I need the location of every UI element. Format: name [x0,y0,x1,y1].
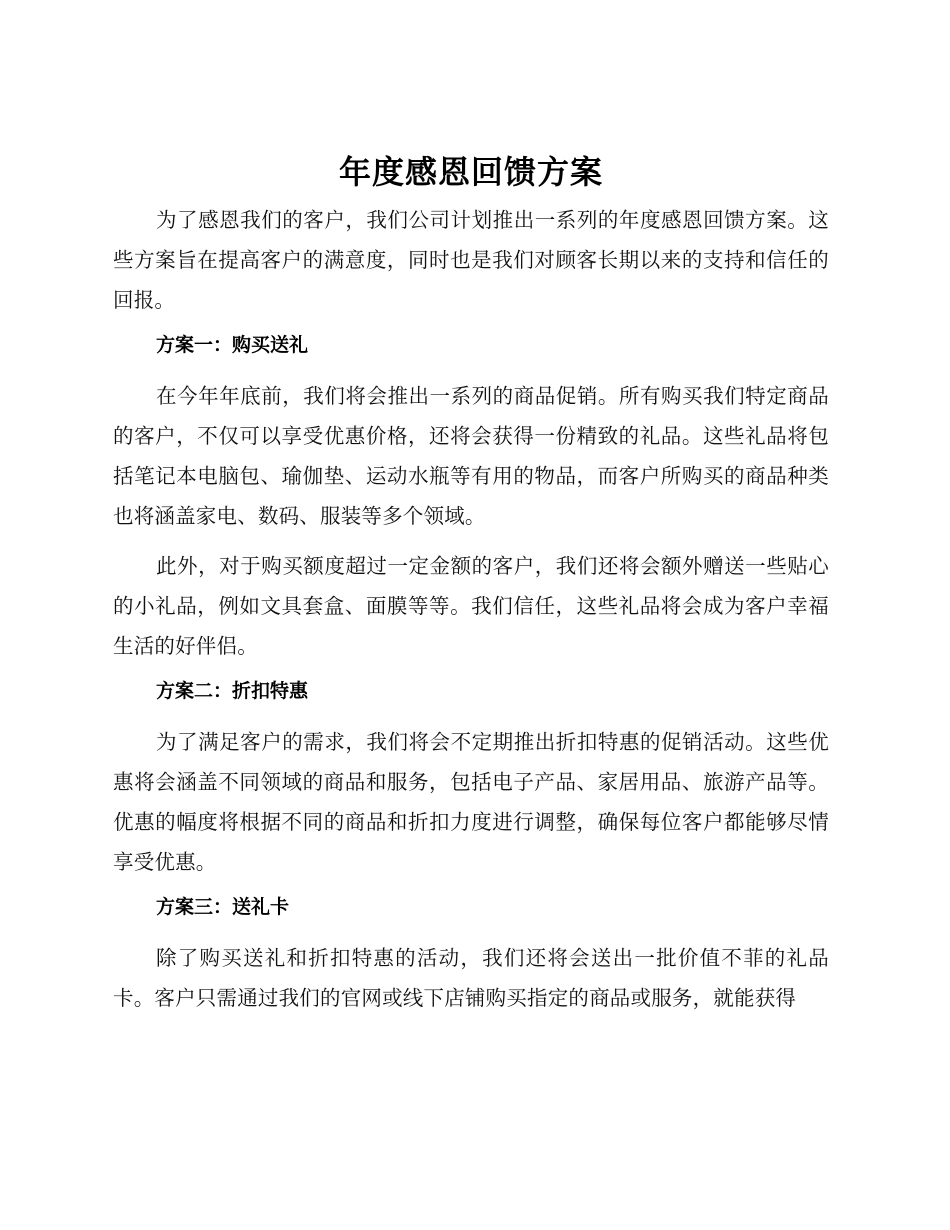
intro-paragraph: 为了感恩我们的客户，我们公司计划推出一系列的年度感恩回馈方案。这些方案旨在提高客户的满意度，同时也是我们对顾客长期以来的支持和信任的回报。 [113,208,829,312]
section-2-paragraph-1: 为了满足客户的需求，我们将会不定期推出折扣特惠的促销活动。这些优惠将会涵盖不同领域的商品和服务，包括电子产品、家居用品、旅游产品等。优惠的幅度将根据不同的商品和折扣力度进行调整，确保每位客户都能够尽情享受优惠。 [113,730,829,874]
section-3-paragraph-1: 除了购买送礼和折扣特惠的活动，我们还将会送出一批价值不菲的礼品卡。客户只需通过我们的官网或线下店铺购买指定的商品或服务，就能获得 [113,946,829,1010]
document-body [113,150,829,1028]
section-1-paragraph-1: 在今年年底前，我们将会推出一系列的商品促销。所有购买我们特定商品的客户，不仅可以享受优惠价格，还将会获得一份精致的礼品。这些礼品将包括笔记本电脑包、瑜伽垫、运动水瓶等有用的物品，而客户所购买的商品种类也将涵盖家电、数码、服装等多个领域。 [113,384,829,528]
section-3-heading: 方案三：送礼卡 [156,896,290,918]
section-2-heading: 方案二：折扣特惠 [156,680,309,702]
section-1-heading: 方案一：购买送礼 [156,334,309,356]
document-title: 年度感恩回馈方案 [338,153,603,191]
section-1-paragraph-2: 此外，对于购买额度超过一定金额的客户，我们还将会额外赠送一些贴心的小礼品，例如文具套盒、面膜等等。我们信任，这些礼品将会成为客户幸福生活的好伴侣。 [113,554,829,658]
